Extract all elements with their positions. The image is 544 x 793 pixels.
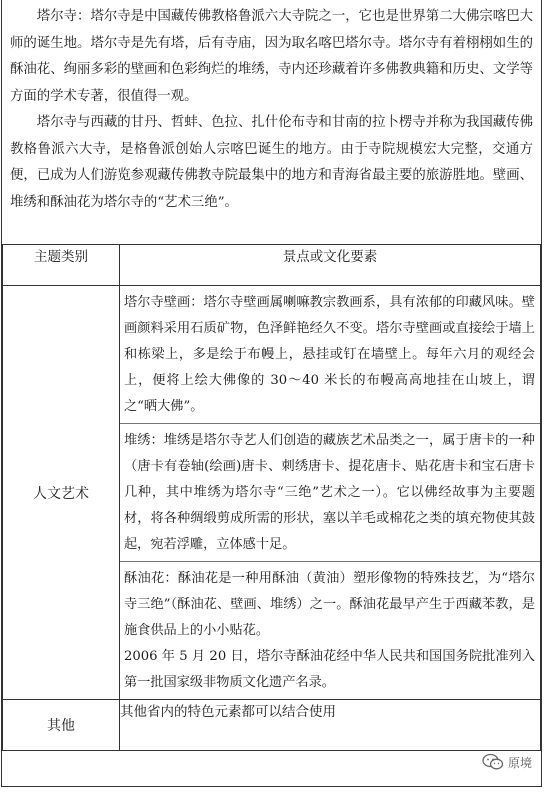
- entry-embroidery: [120, 423, 540, 561]
- content-cell: [120, 286, 541, 700]
- entry-embroidery-text: 堆绣：堆绣是塔尔寺艺人们创造的藏族艺术品类之一，属于唐卡的一种（唐卡有卷轴(绘画)唐卡、刺绣唐卡、提花唐卡、贴花唐卡和宝石唐卡几种，其中堆绣为塔尔寺“三绝”艺术之一）。它以佛经故事为主要题材，将各种绸缎剪成所需的形状，塞以羊毛或棉花之类的填充物使其鼓起，宛若浮雕，立体感十足。: [124, 433, 535, 552]
- intro-paragraph-1: 塔尔寺：塔尔寺是中国藏传佛教格鲁派六大寺院之一，它也是世界第二大佛宗喀巴大师的诞生地。塔尔寺是先有塔，后有寺庙，因为取名喀巴塔尔寺。塔尔寺有着栩栩如生的酥油花、绚丽多彩的壁画和色彩绚烂的堆绣，寺内还珍藏着许多佛教典籍和历史、文学等方面的学术专著，很值得一观。: [10, 9, 533, 104]
- entry-heritage-note: 2006 年 5 月 20 日，塔尔寺酥油花经中华人民共和国国务院批准列入第一批国家级非物质文化遗产名录。: [124, 649, 535, 690]
- intro-text: [2, 0, 541, 244]
- entry-murals: [120, 286, 540, 423]
- header-theme-category: 主题类别: [3, 245, 120, 286]
- watermark-text: 原境: [507, 755, 532, 770]
- intro-paragraph-2: 塔尔寺与西藏的甘丹、哲蚌、色拉、扎什伦布寺和甘南的拉卜楞寺并称为我国藏传佛教格鲁派六大寺，是格鲁派创始人宗喀巴诞生的地方。由于寺院规模宏大完整，交通方便，已成为人们游览参观藏传佛教寺院最集中的地方和青海省最主要的旅游胜地。壁画、堆绣和酥油花为塔尔寺的“艺术三绝”。: [10, 115, 533, 210]
- theme-table: [2, 244, 541, 751]
- category-cell: 其他: [3, 700, 120, 751]
- table-header-row: [3, 245, 541, 286]
- table-row: [3, 700, 541, 751]
- table-row: [3, 286, 541, 700]
- wechat-icon: [482, 753, 504, 771]
- entry-murals-text: 塔尔寺壁画：塔尔寺壁画属喇嘛教宗教画系，具有浓郁的印藏风味。壁画颜料采用石质矿物，色泽鲜艳经久不变。塔尔寺壁画或直接绘于墙上和栋梁上，多是绘于布幔上，悬挂或钉在墙壁上。每年六月的观经会上，便将上绘大佛像的 30～40 米长的布幔高高地挂在山坡上，谓之“晒大佛”。: [124, 295, 535, 414]
- entry-butter-sculpture-text: 酥油花：酥油花是一种用酥油（黄油）塑形像物的特殊技艺，为“塔尔寺三绝”（酥油花、壁画、堆绣）之一。酥油花最早产生于西藏苯教，是施食供品上的小小贴花。: [124, 571, 535, 638]
- watermark: [482, 753, 532, 771]
- entry-butter-sculpture: [120, 561, 540, 699]
- category-cell: 人文艺术: [3, 286, 120, 700]
- content-cell: 其他省内的特色元素都可以结合使用: [120, 700, 541, 751]
- header-attractions: 景点或文化要素: [120, 245, 541, 286]
